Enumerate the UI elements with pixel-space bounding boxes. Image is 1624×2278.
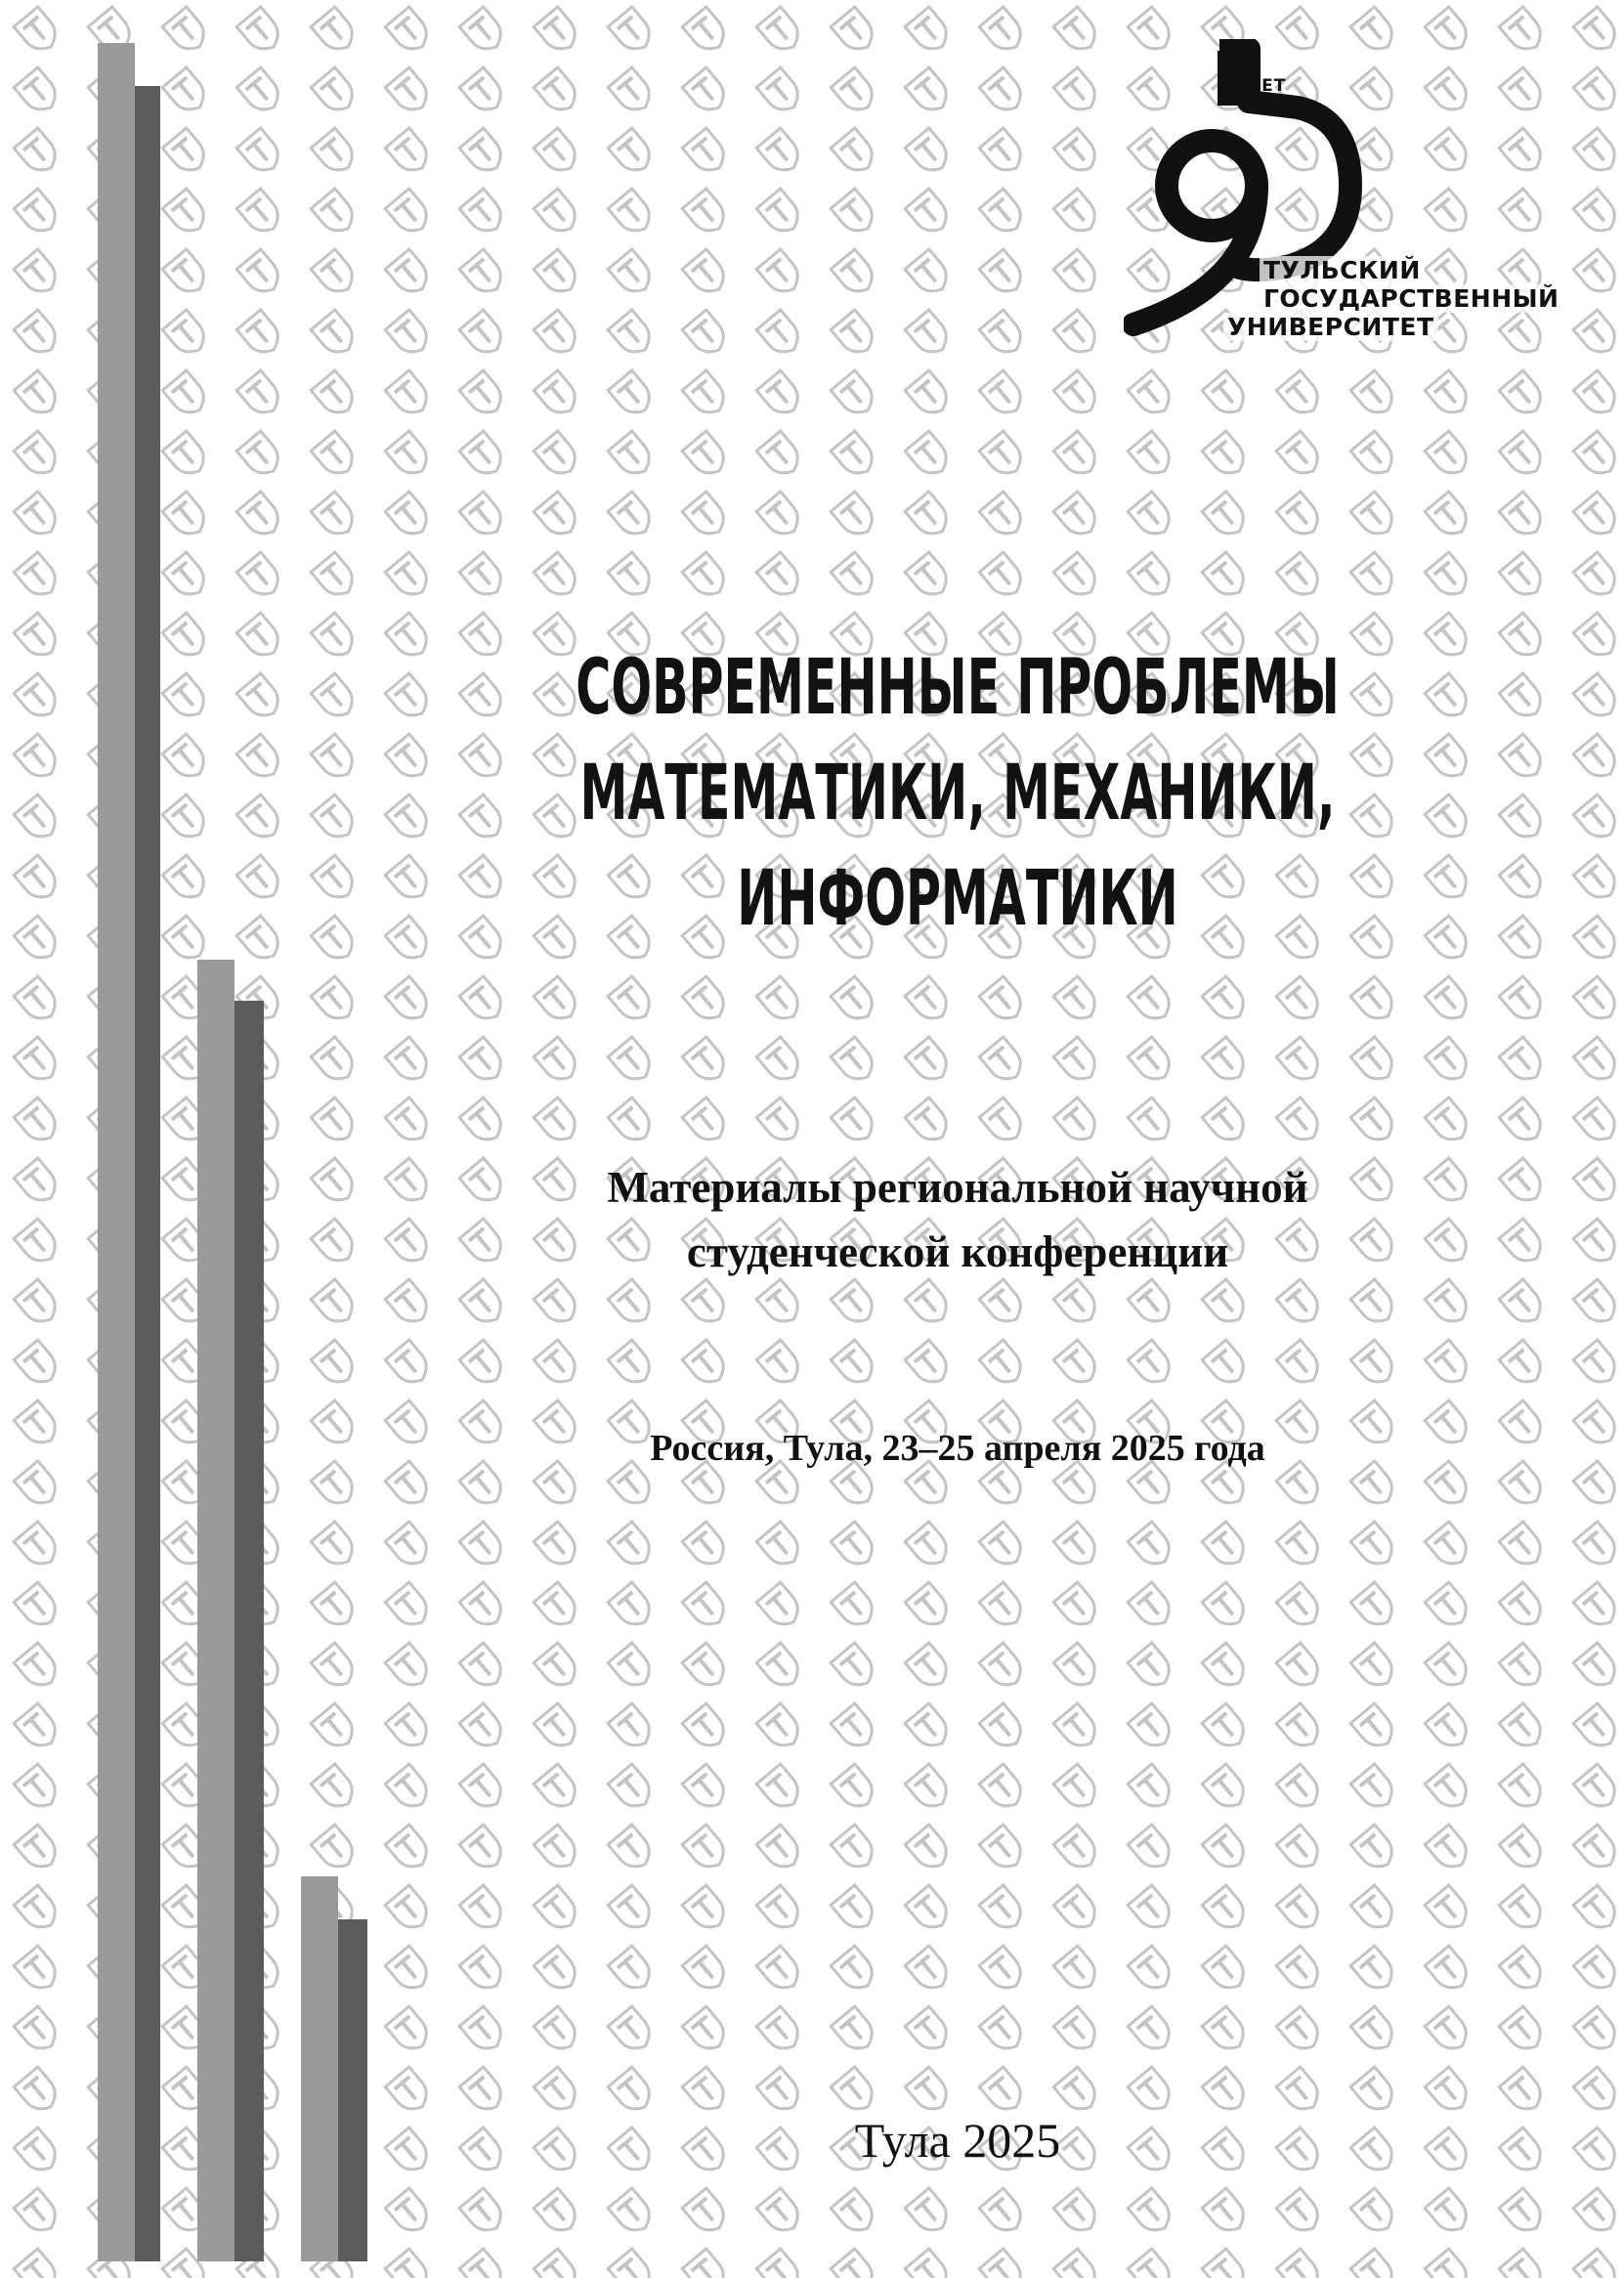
logo-university-line: ГОСУДАРСТВЕННЫЙ — [1260, 284, 1562, 313]
conference-place-date: Россия, Тула, 23–25 апреля 2025 года — [650, 1428, 1265, 1469]
publication-place-year: Тула 2025 — [854, 2113, 1061, 2168]
title-line: МАТЕМАТИКИ, МЕХАНИКИ, — [579, 750, 1336, 838]
logo-years-label: ЛЕТ — [1247, 76, 1287, 96]
title-line: СОВРЕМЕННЫЕ ПРОБЛЕМЫ — [576, 644, 1340, 732]
decor-bar — [135, 86, 160, 2261]
logo-university-line: УНИВЕРСИТЕТ — [1223, 313, 1438, 341]
subtitle-line: студенческой конференции — [686, 1227, 1229, 1276]
decor-bar — [301, 1876, 338, 2261]
decor-bar — [235, 1001, 264, 2261]
decor-bar — [98, 43, 135, 2261]
subtitle-line: Материалы региональной научной — [607, 1163, 1308, 1212]
title-line: ИНФОРМАТИКИ — [737, 855, 1178, 943]
logo-university-line: ТУЛЬСКИЙ — [1260, 256, 1425, 284]
book-subtitle — [371, 1155, 1544, 1284]
decor-bar — [197, 960, 235, 2261]
book-title — [547, 635, 1368, 952]
decor-bar — [338, 1919, 367, 2261]
